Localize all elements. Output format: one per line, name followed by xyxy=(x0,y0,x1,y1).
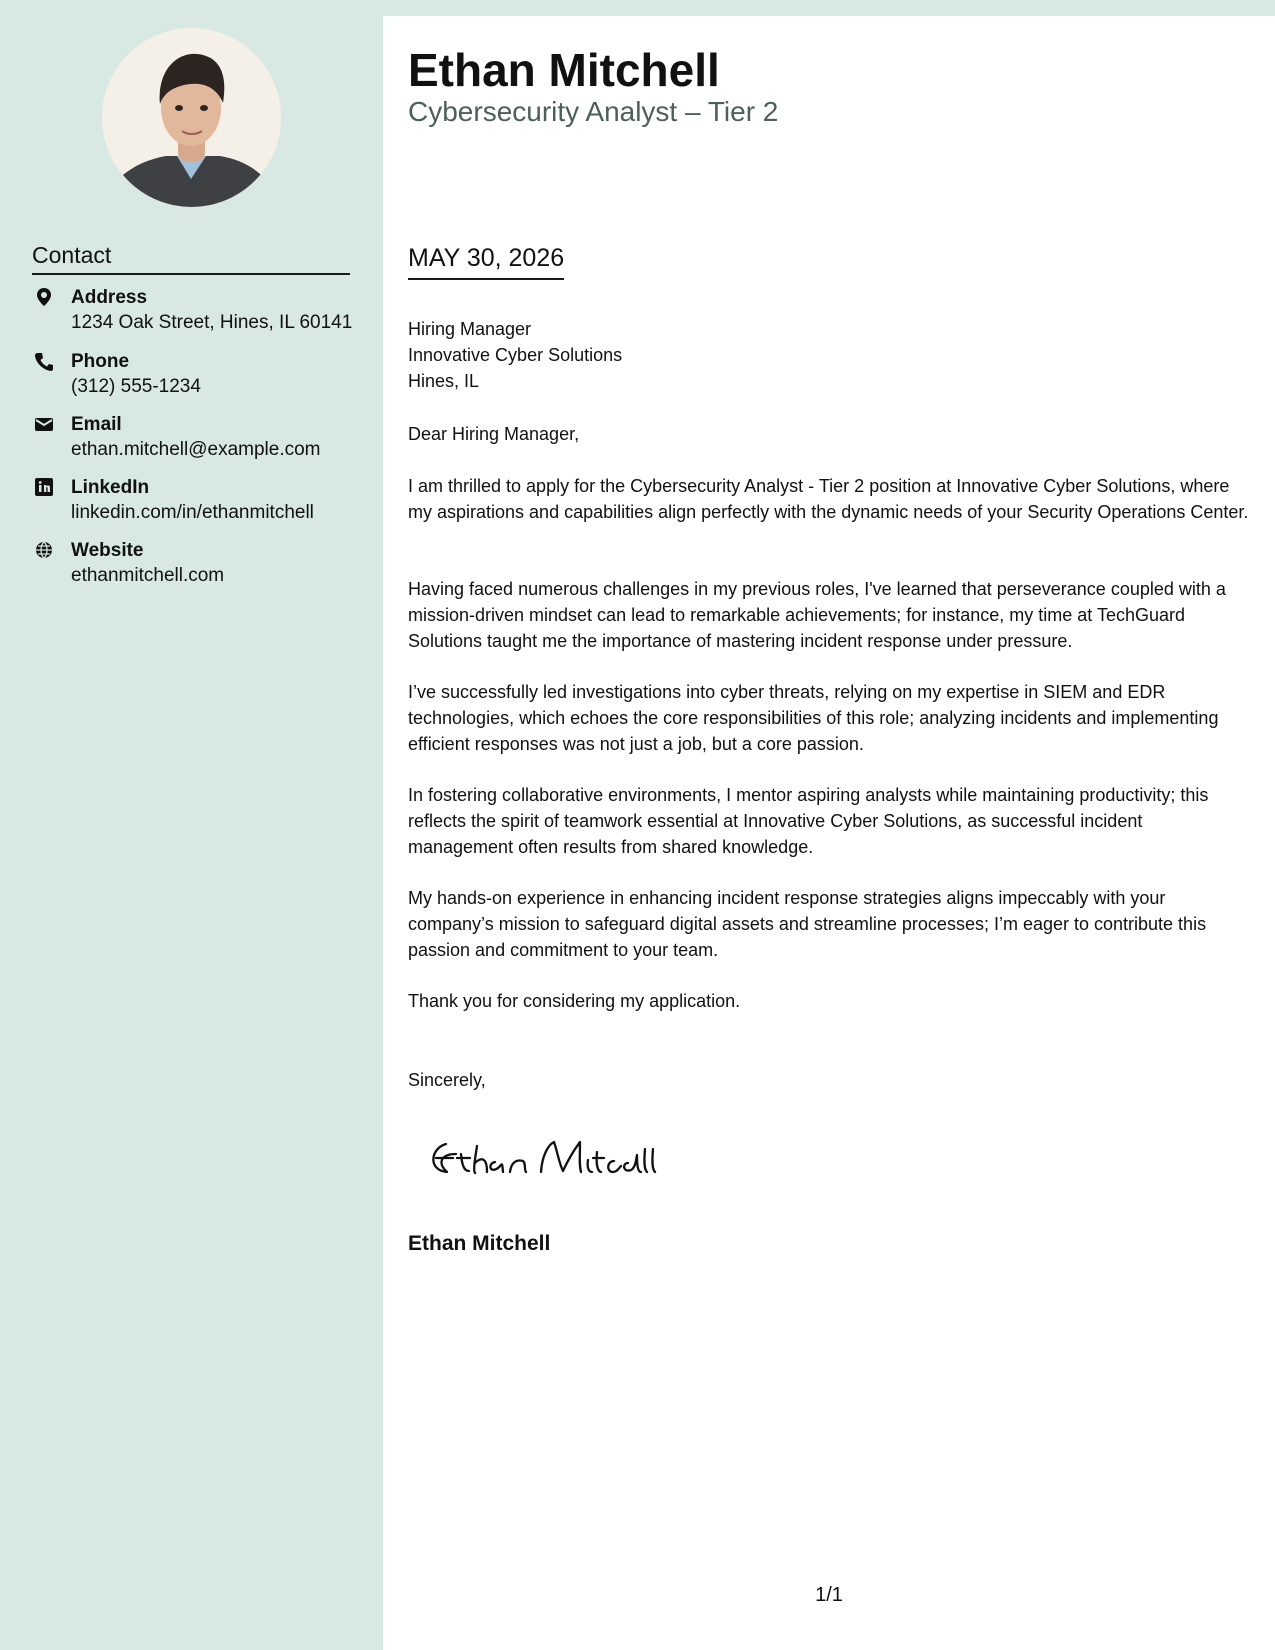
globe-icon xyxy=(34,540,54,560)
paragraph-6: Thank you for considering my application. xyxy=(408,991,741,1011)
address-label: Address xyxy=(71,287,148,308)
handwritten-signature xyxy=(423,1132,668,1188)
recipient-company: Innovative Cyber Solutions xyxy=(408,345,623,365)
page-number: 1/1 xyxy=(815,1584,843,1606)
letter-main xyxy=(383,16,1275,1650)
email-label: Email xyxy=(71,414,122,435)
job-title: Cybersecurity Analyst – Tier 2 xyxy=(408,96,779,127)
sidebar xyxy=(0,0,383,1650)
paragraph-3: I’ve successfully led investigations into cyber threats, relying on my expertise in SIEM and EDR technologies, which echoes the core responsibilities of this role; analyzing incidents and implementing efficient responses was not just a job, but a core passion. xyxy=(408,682,1219,754)
signed-name: Ethan Mitchell xyxy=(408,1232,551,1255)
paragraph-4: In fostering collaborative environments, I mentor aspiring analysts while maintaining productivity; this reflects the spirit of teamwork essential at Innovative Cyber Solutions, as successful incident management often results from shared knowledge. xyxy=(408,785,1209,857)
paragraph-2: Having faced numerous challenges in my previous roles, I've learned that perseverance coupled with a mission-driven mindset can lead to remarkable achievements; for instance, my time at TechGuard Solutions taught me the importance of mastering incident response under pressure. xyxy=(408,579,1226,651)
contact-heading: Contact xyxy=(32,241,350,275)
paragraph-5: My hands-on experience in enhancing incident response strategies aligns impeccably with your company’s mission to safeguard digital assets and streamline processes; I’m eager to contribute this passion and commitment to your team. xyxy=(408,888,1207,960)
address-value: 1234 Oak Street, Hines, IL 60141 xyxy=(71,312,353,333)
contact-website xyxy=(32,540,362,592)
contact-phone xyxy=(32,351,362,403)
linkedin-label: LinkedIn xyxy=(71,477,150,498)
phone-icon xyxy=(34,351,54,371)
letter-date: MAY 30, 2026 xyxy=(408,243,564,280)
website-link[interactable]: ethanmitchell.com xyxy=(71,565,225,586)
profile-photo xyxy=(102,28,281,207)
email-link[interactable]: ethan.mitchell@example.com xyxy=(71,439,321,460)
phone-value: (312) 555-1234 xyxy=(71,376,201,397)
contact-address xyxy=(32,287,362,339)
phone-label: Phone xyxy=(71,351,130,372)
applicant-name: Ethan Mitchell xyxy=(408,44,720,96)
salutation: Dear Hiring Manager, xyxy=(408,424,580,444)
map-pin-icon xyxy=(34,287,54,307)
linkedin-link[interactable]: linkedin.com/in/ethanmitchell xyxy=(71,502,314,523)
paragraph-1: I am thrilled to apply for the Cybersecurity Analyst - Tier 2 position at Innovative Cyber Solutions, where my aspirations and capabilities align perfectly with the dynamic needs of your Security Operations Center. xyxy=(408,476,1249,522)
recipient-location: Hines, IL xyxy=(408,371,480,391)
website-label: Website xyxy=(71,540,144,561)
recipient-title: Hiring Manager xyxy=(408,319,532,339)
contact-email xyxy=(32,414,362,466)
contact-linkedin xyxy=(32,477,362,529)
envelope-icon xyxy=(34,414,54,434)
recipient-block xyxy=(408,316,622,394)
closing: Sincerely, xyxy=(408,1070,486,1090)
linkedin-icon xyxy=(34,477,54,497)
